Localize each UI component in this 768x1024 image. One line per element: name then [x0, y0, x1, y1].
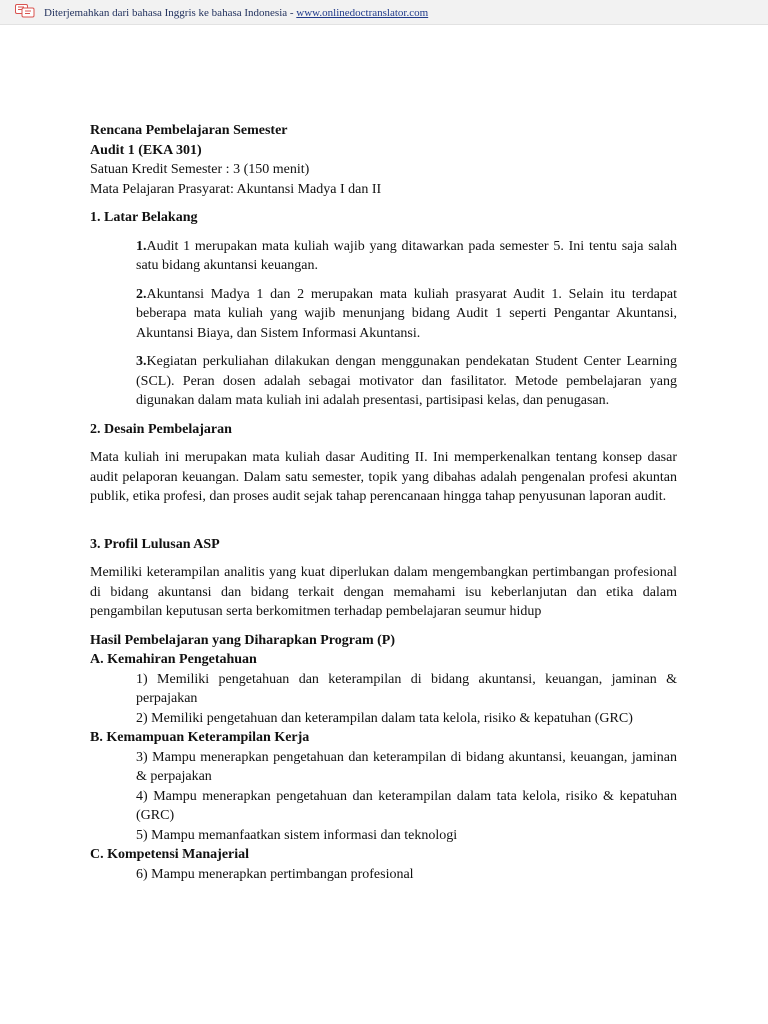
outcome-item: 5) Mampu memanfaatkan sistem informasi dan teknologi	[136, 827, 458, 843]
outcome-group-c-heading: C. Kompetensi Manajerial	[90, 847, 250, 862]
outcome-item: 1) Memiliki pengetahuan dan keterampilan di bidang akuntansi, keuangan, jaminan & perpajakan	[136, 671, 677, 706]
background-item-1	[136, 237, 677, 276]
course-name: Audit 1 (EKA 301)	[90, 142, 202, 158]
item-text: Kegiatan perkuliahan dilakukan dengan menggunakan pendekatan Student Center Learning (SCL). Peran dosen adalah sebagai motivator dan fasilitator. Metode pembelajaran yang digunakan dalam mata kuliah ini adalah presentasi, partisipasi kelas, dan penugasan.	[136, 354, 677, 408]
item-text: Audit 1 merupakan mata kuliah wajib yang ditawarkan pada semester 5. Ini tentu saja salah satu bidang akuntansi keuangan.	[136, 238, 677, 273]
item-number: 1.	[136, 238, 147, 254]
document-title: Rencana Pembelajaran Semester	[90, 123, 288, 138]
banner-link[interactable]: www.onlinedoctranslator.com	[296, 7, 429, 19]
credit-units: Satuan Kredit Semester : 3 (150 menit)	[90, 162, 310, 177]
banner-text	[44, 1, 428, 25]
section-2-text: Mata kuliah ini merupakan mata kuliah dasar Auditing II. Ini memperkenalkan tentang konsep dasar audit pelaporan keuangan. Dalam satu semester, topik yang dibahas adalah pengenalan profesi akuntan publik, etika profesi, dan proses audit sejak tahap perencanaan hingga tahap penyusunan laporan audit.	[90, 450, 677, 504]
item-number: 2.	[136, 286, 147, 302]
outcome-item: 2) Memiliki pengetahuan dan keterampilan dalam tata kelola, risiko & kepatuhan (GRC)	[136, 710, 633, 726]
document-body	[90, 121, 677, 884]
section-3-title: 3. Profil Lulusan ASP	[90, 536, 220, 552]
item-text: Akuntansi Madya 1 dan 2 merupakan mata kuliah prasyarat Audit 1. Selain itu terdapat beberapa mata kuliah yang wajib menunjang bidang Audit 1 seperti Pengantar Akuntansi, Akuntansi Biaya, dan Sistem Informasi Akuntansi.	[136, 286, 677, 341]
outcome-group-a-heading: A. Kemahiran Pengetahuan	[90, 652, 257, 667]
section-2-title: 2. Desain Pembelajaran	[90, 421, 232, 437]
translator-banner	[0, 0, 768, 25]
outcome-item: 4) Mampu menerapkan pengetahuan dan keterampilan dalam tata kelola, risiko & kepatuhan (GRC)	[136, 788, 677, 823]
section-1-title: 1. Latar Belakang	[90, 210, 198, 225]
item-number: 3.	[136, 354, 147, 369]
background-item-3	[136, 352, 677, 411]
outcome-item: 3) Mampu menerapkan pengetahuan dan keterampilan di bidang akuntansi, keuangan, jaminan & perpajakan	[136, 749, 677, 784]
background-item-2	[136, 285, 677, 344]
outcome-item: 6) Mampu menerapkan pertimbangan profesional	[136, 866, 414, 882]
outcome-group-b-heading: B. Kemampuan Keterampilan Kerja	[90, 730, 310, 745]
prerequisites: Mata Pelajaran Prasyarat: Akuntansi Madya I dan II	[90, 181, 382, 197]
translator-logo-icon	[15, 4, 35, 18]
section-3-text: Memiliki keterampilan analitis yang kuat diperlukan dalam mengembangkan pertimbangan profesional di bidang akuntansi dan bidang terkait dengan memahami isu keberlanjutan dan etika dalam pengambilan keputusan serta berkomitmen terhadap pembelajaran seumur hidup	[90, 565, 677, 619]
banner-label: Diterjemahkan dari bahasa Inggris ke bahasa Indonesia -	[44, 7, 297, 19]
outcomes-title: Hasil Pembelajaran yang Diharapkan Program (P)	[90, 632, 396, 648]
